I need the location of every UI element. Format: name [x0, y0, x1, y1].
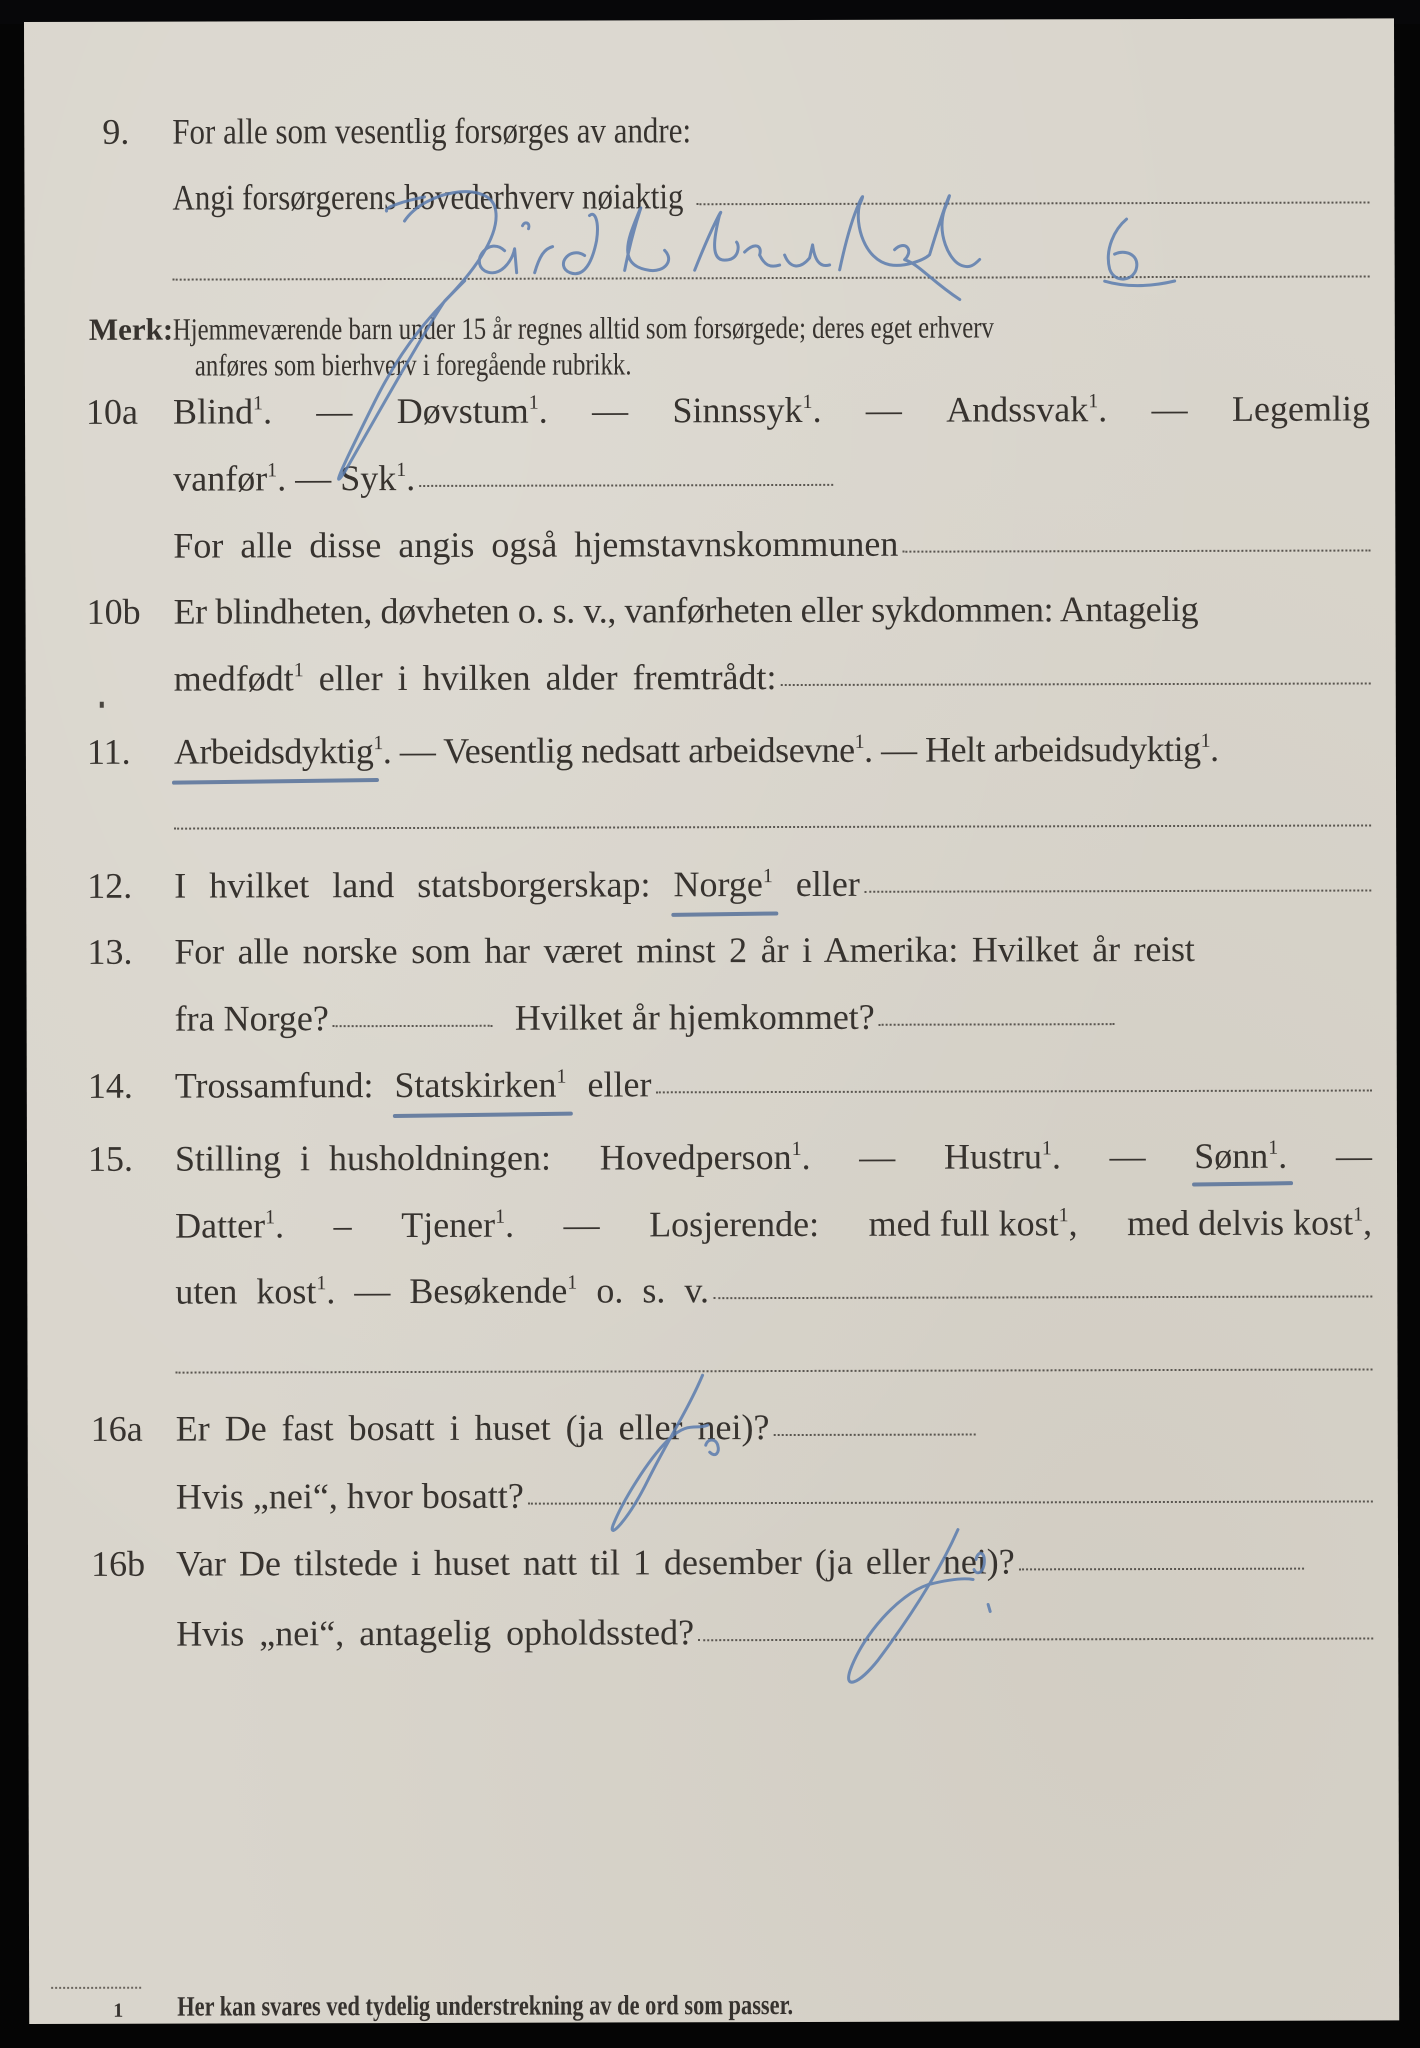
- q10b-line2: medfødt$^1$ eller i hvilken alder fremtrådt:: [174, 657, 1371, 696]
- q16a-line2: Hvis „nei“, hvor bosatt?: [176, 1475, 1373, 1514]
- merk-line2: anføres som bierhverv i foregående rubrikk.: [194, 346, 632, 383]
- q11-underlined-arbeidsdyktig: Arbeidsdyktig: [173, 731, 374, 772]
- q10b-alder-field[interactable]: [781, 682, 1371, 686]
- q15-number: 15.: [87, 1138, 134, 1179]
- q16b-answer-field[interactable]: [1019, 1568, 1304, 1571]
- q14-eller-field[interactable]: [655, 1089, 1371, 1093]
- q9-line2: Angi forsørgerens hovederhverv nøiaktig: [172, 176, 1369, 215]
- q12-number: 12.: [87, 865, 133, 906]
- q13-reist-field[interactable]: [333, 1025, 493, 1027]
- q15-line1: Stilling i husholdningen: Hovedperson$^1$. — Hustru$^1$. — Sønn$^1$. —: [174, 1135, 1372, 1179]
- q15-extra-field[interactable]: [176, 1368, 1373, 1373]
- q10a-number: 10a: [85, 391, 139, 432]
- q16b-number: 16b: [90, 1543, 146, 1584]
- q11-line1: Arbeidsdyktig$^1$. — Vesentlig nedsatt arbeidsevne$^1$. — Helt arbeidsudyktig$^1$.: [173, 728, 1219, 772]
- q10a-syk-field[interactable]: [419, 484, 833, 487]
- q13-line1: For alle norske som har været minst 2 år i Amerika: Hvilket år reist: [174, 928, 1195, 972]
- q11-number: 11.: [86, 731, 131, 772]
- q10b-number: 10b: [86, 591, 141, 632]
- q11-field[interactable]: [174, 824, 1371, 829]
- q12-line1: I hvilket land statsborgerskap: Norge$^1$ eller: [174, 864, 1371, 903]
- footnote-marker: 1: [113, 1999, 124, 2022]
- q14-line1: Trossamfund: Statskirken$^1$ eller: [175, 1064, 1372, 1103]
- q10b-line1: Er blindheten, døvheten o. s. v., vanførheten eller sykdommen: Antagelig: [173, 588, 1199, 632]
- merk-line1: Hjemmeværende barn under 15 år regnes alltid som forsørgede; deres eget erhverv: [172, 309, 994, 347]
- ink-speck: [100, 702, 104, 708]
- q10a-line3: For alle disse angis også hjemstavnskommunen: [173, 524, 1370, 563]
- q16b-line1: Var De tilstede i huset natt til 1 desember (ja eller nei)?: [176, 1543, 1304, 1582]
- q15-line2: Datter$^1$. – Tjener$^1$. — Losjerende: med full kost$^1$, med delvis kost$^1$,: [175, 1202, 1373, 1246]
- q15-line3: uten kost$^1$. — Besøkende$^1$ o. s. v.: [175, 1270, 1372, 1309]
- footnote-rule: [51, 1984, 141, 1989]
- q16a-number: 16a: [90, 1408, 143, 1449]
- q10a-line1: Blind$^1$. — Døvstum$^1$. — Sinnssyk$^1$. — Andssvak$^1$. — Legemlig: [172, 388, 1370, 432]
- q14-number: 14.: [87, 1065, 133, 1106]
- q9-number: 9.: [102, 111, 130, 152]
- q15-osv-field[interactable]: [713, 1295, 1372, 1299]
- q9-answer-field-2[interactable]: [173, 275, 1370, 280]
- q16a-line1: Er De fast bosatt i huset (ja eller nei)?: [176, 1409, 976, 1447]
- q15-underlined-sonn: Sønn$^1$.: [1194, 1135, 1288, 1176]
- q13-number: 13.: [87, 931, 133, 972]
- q10a-line2: vanfør$^1$. — Syk$^1$.: [173, 459, 833, 497]
- q14-underlined-statskirken: Statskirken$^1$: [394, 1064, 567, 1106]
- q12-eller-field[interactable]: [864, 889, 1371, 892]
- q9-answer-field-1[interactable]: [696, 201, 1369, 205]
- census-form-page: [24, 18, 1399, 2024]
- q12-underlined-norge: Norge$^1$: [673, 864, 773, 905]
- q16a-bosatt-field[interactable]: [528, 1500, 1373, 1504]
- q16a-answer-field[interactable]: [773, 1434, 975, 1437]
- q10a-hjemstavn-field[interactable]: [902, 549, 1370, 552]
- q13-hjemkommet-field[interactable]: [879, 1023, 1115, 1026]
- q16b-line2: Hvis „nei“, antagelig opholdssted?: [176, 1612, 1373, 1651]
- q16b-opholdssted-field[interactable]: [698, 1637, 1373, 1641]
- q9-line1: For alle som vesentlig forsørges av andre:: [172, 110, 692, 152]
- footnote-text: Her kan svares ved tydelig understrekning av de ord som passer.: [177, 1989, 794, 2023]
- q13-line2: fra Norge? Hvilket år hjemkommet?: [175, 998, 1115, 1036]
- merk-label: Merk:: [88, 311, 174, 347]
